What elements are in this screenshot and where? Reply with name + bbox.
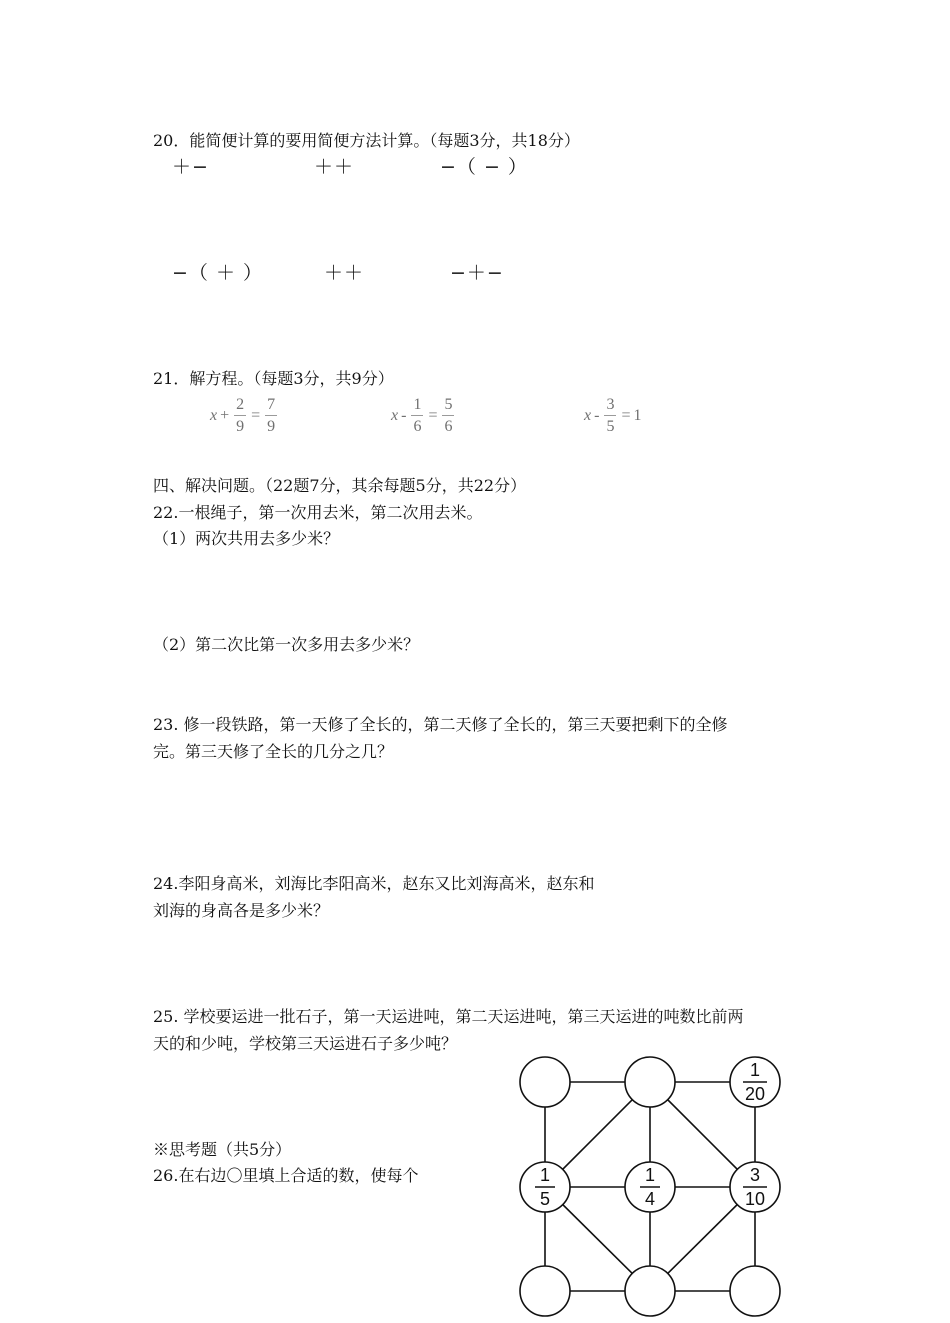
q23-line2: 完。第三天修了全长的几分之几？: [153, 742, 394, 761]
fraction-numerator: 3: [749, 1165, 761, 1185]
fraction-bar: [265, 415, 277, 416]
q20-expr-1: ＋−: [172, 156, 209, 178]
fraction: [442, 396, 454, 435]
equation-2: [391, 396, 456, 435]
fraction-denominator: 5: [606, 418, 615, 435]
fraction-bar: [411, 415, 423, 416]
equation-rhs: 1: [633, 406, 642, 424]
equation-variable: x: [210, 406, 218, 424]
circle-top-middle[interactable]: [625, 1057, 675, 1107]
equation-3: [584, 396, 641, 435]
q20-expr-6: −＋−: [450, 262, 504, 284]
section-4-title: 四、解决问题。（22题7分，其余每题5分，共22分）: [153, 476, 527, 495]
fraction-bar: [442, 415, 454, 416]
fraction-denominator: 6: [413, 418, 422, 435]
fraction: [265, 396, 277, 435]
circle-bottom-middle[interactable]: [625, 1266, 675, 1316]
fraction-numerator: 1: [413, 396, 422, 413]
fraction-numerator: 3: [606, 396, 615, 413]
equation-operator: +: [220, 406, 230, 424]
q20-title: 20．能简便计算的要用简便方法计算。（每题3分，共18分）: [153, 131, 580, 150]
fraction-numerator: 2: [236, 396, 245, 413]
fraction-denominator: 10: [744, 1189, 766, 1209]
q26-text: 26.在右边〇里填上合适的数，使每个: [153, 1166, 419, 1185]
q22-sub2: （2）第二次比第一次多用去多少米？: [153, 635, 420, 654]
q26-header: ※思考题（共5分）: [153, 1140, 292, 1159]
equation-operator: -: [594, 406, 600, 424]
equation-operator: -: [401, 406, 407, 424]
circle-bottom-left[interactable]: [520, 1266, 570, 1316]
fraction-numerator: 1: [539, 1165, 551, 1185]
fraction-numerator: 5: [444, 396, 453, 413]
q24-line1: 24.李阳身高米，刘海比李阳高米，赵东又比刘海高米，赵东和: [153, 874, 595, 893]
circle-bottom-right[interactable]: [730, 1266, 780, 1316]
q20-expr-5: ＋＋: [324, 262, 365, 284]
q22-stem: 22.一根绳子，第一次用去米，第二次用去米。: [153, 503, 483, 522]
equals-sign: =: [251, 406, 261, 424]
fraction: [604, 396, 616, 435]
q22-sub1: （1）两次共用去多少米？: [153, 529, 340, 548]
fraction-bar: [604, 415, 616, 416]
fraction: [234, 396, 246, 435]
equals-sign: =: [428, 406, 438, 424]
q21-title: 21．解方程。（每题3分，共9分）: [153, 369, 394, 388]
q20-expr-2: ＋＋: [314, 156, 355, 178]
equation-variable: x: [584, 406, 592, 424]
fraction-bar: [234, 415, 246, 416]
equation-1: [210, 396, 279, 435]
q20-expr-3: −（ − ）: [440, 156, 528, 178]
equation-variable: x: [391, 406, 399, 424]
fraction-denominator: 6: [444, 418, 453, 435]
fraction-numerator: 1: [749, 1060, 761, 1080]
fraction: [411, 396, 423, 435]
circle-top-left[interactable]: [520, 1057, 570, 1107]
fraction-numerator: 1: [644, 1165, 656, 1185]
equals-sign: =: [621, 406, 631, 424]
q25-line1: 25. 学校要运进一批石子，第一天运进吨，第二天运进吨，第三天运进的吨数比前两: [153, 1007, 744, 1026]
fraction-numerator: 7: [267, 396, 276, 413]
q23-line1: 23. 修一段铁路，第一天修了全长的，第二天修了全长的，第三天要把剩下的全修: [153, 715, 728, 734]
fraction-denominator: 4: [644, 1189, 656, 1209]
fraction-denominator: 9: [267, 418, 276, 435]
q20-expr-4: −（ ＋ ）: [172, 262, 263, 284]
fraction-denominator: 9: [236, 418, 245, 435]
fraction-denominator: 5: [539, 1189, 551, 1209]
fraction-denominator: 20: [744, 1084, 766, 1104]
q25-line2: 天的和少吨，学校第三天运进石子多少吨？: [153, 1034, 458, 1053]
circle-graph: [510, 1048, 800, 1323]
q24-line2: 刘海的身高各是多少米？: [153, 901, 330, 920]
